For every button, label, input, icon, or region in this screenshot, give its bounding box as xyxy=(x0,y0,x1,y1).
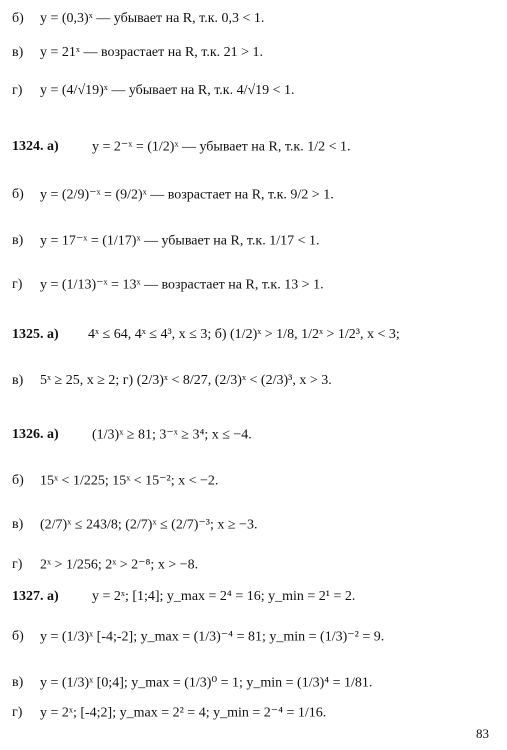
line-1325v xyxy=(0,366,507,396)
line-1326g xyxy=(0,550,507,580)
item-label: в) xyxy=(12,675,24,690)
formula: y = (1/3)ˣ [0;4]; y_max = (1/3)⁰ = 1; y_min = (1/3)⁴ = 1/81. xyxy=(40,675,373,691)
formula: y = (1/13)⁻ˣ = 13ˣ — возрастает на R, т.к. 13 > 1. xyxy=(40,277,324,293)
line-1327b xyxy=(0,622,507,652)
formula: y = 2ˣ; [1;4]; y_max = 2⁴ = 16; y_min = 2¹ = 2. xyxy=(92,589,356,604)
line-1323b xyxy=(0,4,507,34)
line-1324a xyxy=(0,132,507,162)
item-label: 1326. а) xyxy=(12,427,59,442)
item-label: в) xyxy=(12,373,24,388)
line-1326v xyxy=(0,510,507,540)
formula: 4ˣ ≤ 64, 4ˣ ≤ 4³, x ≤ 3; б) (1/2)ˣ > 1/8, 1/2ˣ > 1/2³, x < 3; xyxy=(88,327,400,342)
item-label: в) xyxy=(12,233,24,248)
formula: 2ˣ > 1/256; 2ˣ > 2⁻⁸; x > −8. xyxy=(40,557,199,573)
line-1326a xyxy=(0,420,507,450)
item-label: 1324. а) xyxy=(12,139,59,154)
formula: y = (2/9)⁻ˣ = (9/2)ˣ — возрастает на R, т.к. 9/2 > 1. xyxy=(40,187,334,203)
item-label: б) xyxy=(12,473,24,488)
item-label: 1325. а) xyxy=(12,327,59,342)
line-1326b xyxy=(0,466,507,496)
formula: y = 2ˣ; [-4;2]; y_max = 2² = 4; y_min = 2⁻⁴ = 1/16. xyxy=(40,705,327,721)
formula: y = 2⁻ˣ = (1/2)ˣ — убывает на R, т.к. 1/2 < 1. xyxy=(92,139,351,155)
formula: 5ˣ ≥ 25, x ≥ 2; г) (2/3)ˣ < 8/27, (2/3)ˣ < (2/3)³, x > 3. xyxy=(40,373,332,388)
line-1324v xyxy=(0,226,507,256)
item-label: б) xyxy=(12,11,24,26)
line-1323v xyxy=(0,38,507,68)
line-1327a xyxy=(0,582,507,612)
item-label: в) xyxy=(12,45,24,60)
formula: y = (1/3)ˣ [-4;-2]; y_max = (1/3)⁻⁴ = 81; y_min = (1/3)⁻² = 9. xyxy=(40,629,385,645)
line-1327v xyxy=(0,668,507,698)
item-label: 1327. а) xyxy=(12,589,59,604)
item-label: в) xyxy=(12,517,24,532)
formula: y = 17⁻ˣ = (1/17)ˣ — убывает на R, т.к. 1/17 < 1. xyxy=(40,233,320,249)
line-1324g xyxy=(0,270,507,300)
formula: 15ˣ < 1/225; 15ˣ < 15⁻²; x < −2. xyxy=(40,473,219,489)
item-label: г) xyxy=(12,705,23,720)
formula: y = 21ˣ — возрастает на R, т.к. 21 > 1. xyxy=(40,45,264,60)
formula: (2/7)ˣ ≤ 243/8; (2/7)ˣ ≤ (2/7)⁻³; x ≥ −3. xyxy=(40,517,258,533)
line-1324b xyxy=(0,180,507,210)
item-label: б) xyxy=(12,629,24,644)
formula: y = (0,3)ˣ — убывает на R, т.к. 0,3 < 1. xyxy=(40,11,265,26)
item-label: г) xyxy=(12,83,23,98)
line-1327g xyxy=(0,698,507,728)
item-label: г) xyxy=(12,277,23,292)
page-number: 83 xyxy=(476,726,489,741)
formula: y = (4/√19)ˣ — убывает на R, т.к. 4/√19 < 1. xyxy=(40,83,295,98)
item-label: г) xyxy=(12,557,23,572)
line-1323g xyxy=(0,76,507,106)
item-label: б) xyxy=(12,187,24,202)
formula: (1/3)ˣ ≥ 81; 3⁻ˣ ≥ 3⁴; x ≤ −4. xyxy=(92,427,252,443)
line-1325a xyxy=(0,320,507,350)
